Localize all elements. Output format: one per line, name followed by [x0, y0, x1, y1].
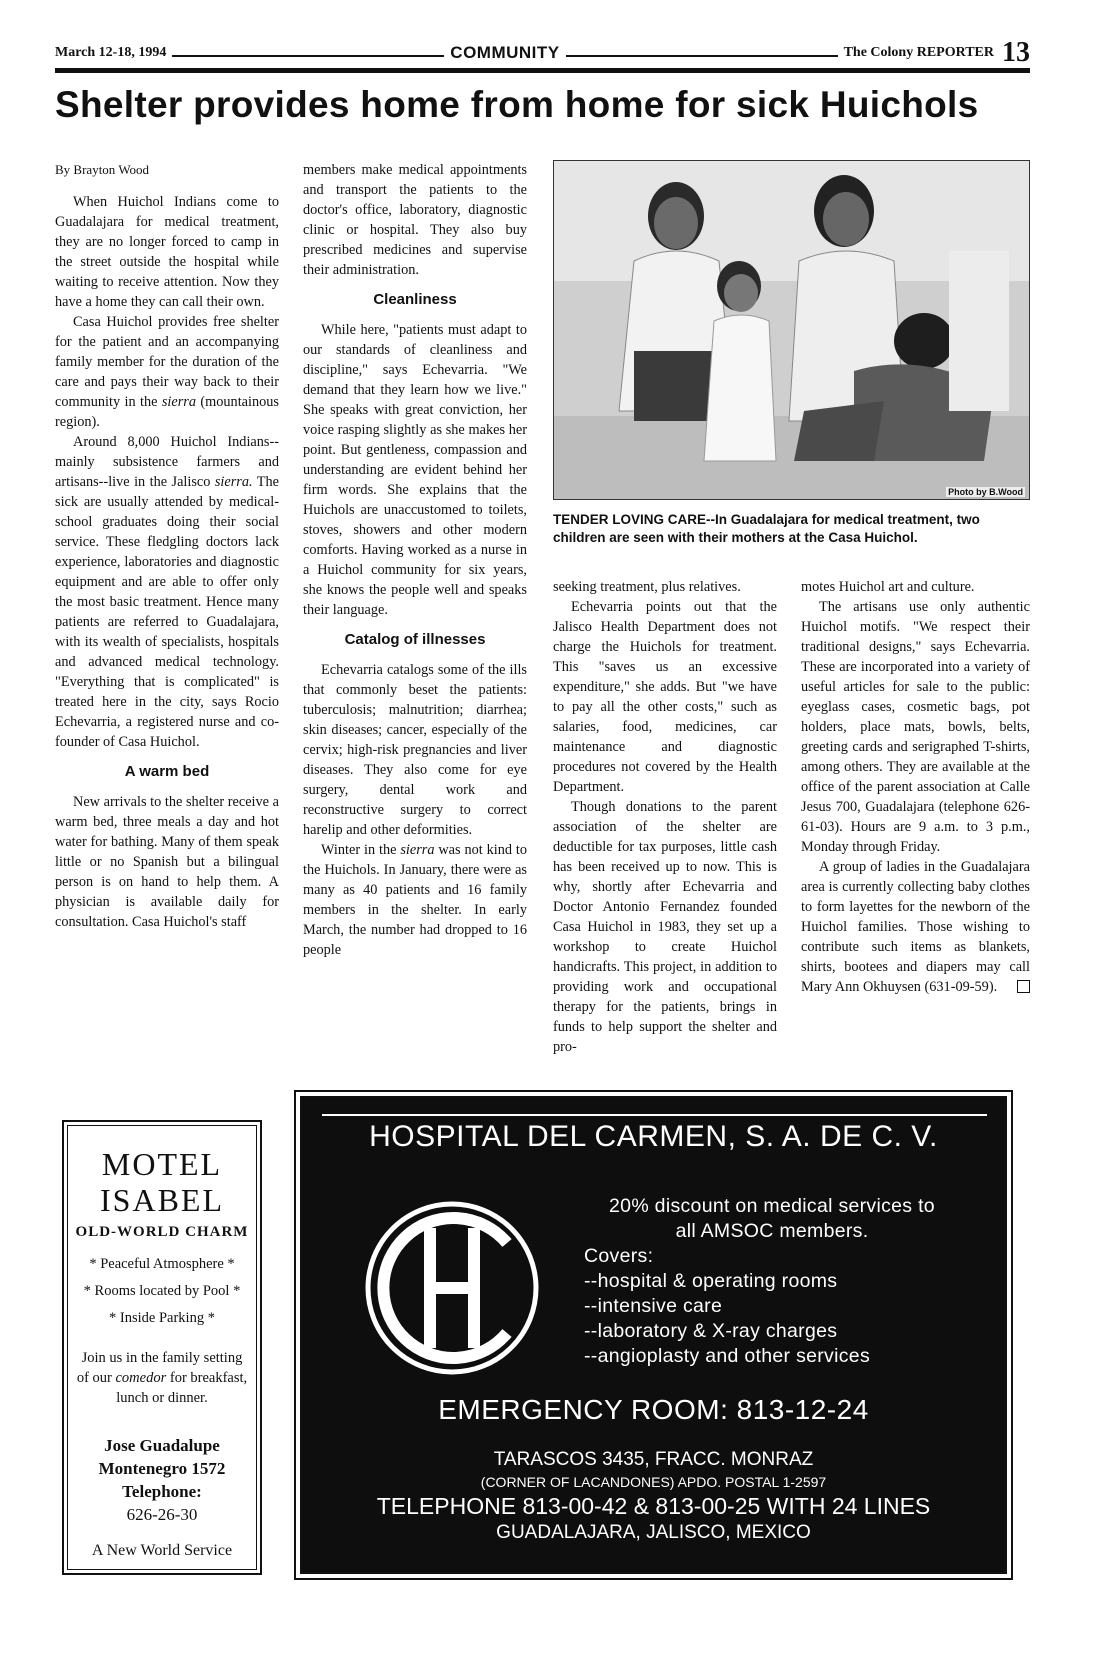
covers-label: Covers:: [584, 1245, 654, 1267]
hospital-name: HOSPITAL DEL CARMEN, S. A. DE C. V.: [369, 1120, 938, 1153]
hospital-address: [302, 1448, 1005, 1545]
paragraph: The artisans use only authentic Huichol motifs. "We respect their traditional designs," says Echevarria. These are incorporated into a variety of useful articles for sale to the public: eyeglass cases, cosmetic bags, pot holders, place mats, bowls, belts, greeting cards and serigraphed T-shirts, among others. They are available at the office of the parent association at Calle Jesus 700, Guadalajara (telephone 626-61-03). Hours are 9 a.m. to 3 p.m., Monday through Friday.: [801, 599, 1030, 855]
covers-item: --laboratory & X-ray charges: [584, 1320, 838, 1342]
discount-line: all AMSOC members.: [675, 1220, 869, 1242]
hospital-offer: [572, 1194, 972, 1369]
paragraph: Casa Huichol provides free shelter for the patient and an accompanying family member for the duration of the care and pays their way back to their community in the sierra (mountainous region).: [55, 314, 279, 430]
paragraph: Though donations to the parent association of the shelter are deductible for tax purposes, little cash has been received up to now. This is why, shortly after Echevarria and Doctor Antonio Fernandez founded Casa Huichol in 1983, they set up a workshop to create Huichol handicrafts. This project, in addition to providing work and occupational therapy for the patients, brings in funds to help support the shelter and pro-: [553, 799, 777, 1055]
paragraph: Echevarria points out that the Jalisco Health Department does not charge the Huichols for treatment. This "saves us an excessive expenditure," she adds. But "we have to pay all the other costs," such as salaries, food, medicines, car maintenance and diagnostic procedures not covered by the Health Department.: [553, 599, 777, 795]
article-headline: Shelter provides home from home for sick Huichols: [55, 84, 979, 125]
header-thick-rule: [55, 68, 1030, 73]
hospital-logo-icon: [362, 1198, 542, 1378]
motel-feature: * Inside Parking *: [109, 1310, 215, 1326]
postal-address: (CORNER OF LACANDONES) APDO. POSTAL 1-2597: [480, 1474, 827, 1490]
covers-list: [584, 1244, 972, 1369]
covers-item: --angioplasty and other services: [584, 1345, 870, 1367]
issue-date: March 12-18, 1994: [55, 45, 167, 60]
motel-tagline: OLD-WORLD CHARM: [75, 1224, 249, 1240]
city-line: GUADALAJARA, JALISCO, MEXICO: [496, 1522, 811, 1543]
paragraph: Around 8,000 Huichol Indians--mainly subsistence farmers and artisans--live in the Jalisco sierra. The sick are usually attended by medical-school graduates doing their social service. These fledgling doctors lack experience, laboratories and diagnostic equipment and are able to offer only the most basic treatment. Hence many patients are referred to Guadalajara, with its wealth of specialists, hospitals and advanced medical technology. "Everything that is complicated" is treated here in the city, says Rocio Echevarria, a registered nurse and co-founder of Casa Huichol.: [55, 434, 279, 750]
hospital-del-carmen-ad: [300, 1096, 1007, 1574]
motel-isabel-ad: [62, 1120, 262, 1575]
end-mark-icon: [1017, 980, 1030, 993]
photo-credit: Photo by B.Wood: [948, 487, 1023, 497]
paragraph: When Huichol Indians come to Guadalajara for medical treatment, they are no longer forced to camp in the street outside the hospital while waiting to receive attention. Now they have a home they can call their own.: [55, 194, 279, 310]
discount-line: 20% discount on medical services to: [609, 1195, 935, 1217]
paragraph: Winter in the sierra was not kind to the Huichols. In January, there were as many as 40 patients and 16 family members in the shelter. In early March, the number had dropped to 16 people: [303, 842, 527, 958]
paragraph: A group of ladies in the Guadalajara area is currently collecting baby clothes to form layettes for the newborn of the Huichol families. Those wishing to contribute such items as blankets, shirts, bootees and diapers may call Mary Ann Okhuysen (631-09-59).: [801, 859, 1030, 995]
paragraph: members make medical appointments and transport the patients to the doctor's office, laboratory, diagnostic clinic or hospital. They also buy prescribed medicines and supervise their administration.: [303, 162, 527, 278]
article-column-4: [801, 577, 1030, 997]
motel-ad-border: [67, 1125, 257, 1570]
emergency-room-phone: EMERGENCY ROOM: 813-12-24: [438, 1394, 869, 1425]
motel-address: Jose Guadalupe Montenegro 1572: [98, 1436, 226, 1478]
byline: By Brayton Wood: [55, 162, 150, 177]
header-rule: [172, 55, 444, 57]
motel-feature: * Peaceful Atmosphere *: [89, 1256, 235, 1272]
photo-caption: TENDER LOVING CARE--In Guadalajara for medical treatment, two children are seen with their mothers at the Casa Huichol.: [553, 512, 980, 545]
paragraph: While here, "patients must adapt to our standards of cleanliness and discipline," says Echevarria. "We demand that they learn how we live." She speaks with great conviction, her voice rasping slightly as she makes her point. But gentleness, compassion and understanding are evident behind her firm words. She explains that the Huichols are unaccustomed to toilets, stoves, showers and other modern comforts. Having worked as a nurse in a Huichol community for six years, she knows the people well and speaks their language.: [303, 322, 527, 618]
newspaper-name: The Colony REPORTER: [843, 45, 994, 60]
motel-slogan: A New World Service: [91, 1542, 233, 1559]
street-address: TARASCOS 3435, FRACC. MONRAZ: [493, 1449, 814, 1470]
motel-features: [68, 1251, 256, 1332]
motel-name-line-2: ISABEL: [100, 1182, 224, 1218]
covers-item: --hospital & operating rooms: [584, 1270, 838, 1292]
header-rule: [566, 55, 838, 57]
page-header: [55, 38, 1030, 68]
paragraph: motes Huichol art and culture.: [801, 579, 975, 595]
motel-name-line-1: MOTEL: [101, 1146, 223, 1182]
subhead-warm-bed: A warm bed: [124, 763, 210, 780]
motel-invitation: Join us in the family setting of our comedor for breakfast, lunch or dinner.: [76, 1350, 248, 1406]
motel-phone: Telephone: 626-26-30: [122, 1482, 202, 1524]
subhead-cleanliness: Cleanliness: [373, 291, 457, 308]
photo-illustration: [554, 161, 1030, 500]
article-column-3: [553, 577, 777, 1057]
section-name: COMMUNITY: [450, 43, 560, 62]
svg-text:HC: HC: [452, 1373, 454, 1374]
article-photo: [553, 160, 1030, 500]
motel-feature: * Rooms located by Pool *: [83, 1283, 241, 1299]
covers-item: --intensive care: [584, 1295, 723, 1317]
paragraph: Echevarria catalogs some of the ills that commonly beset the patients: tuberculosis; malnutrition; diarrhea; skin diseases; cancer, especially of the cervix; high-risk pregnancies and liver diseases. They also come for eye surgery, dental work and reconstructive surgery to correct harelip and other deformities.: [303, 662, 527, 838]
article-column-1: [55, 160, 279, 932]
telephone-lines: TELEPHONE 813-00-42 & 813-00-25 WITH 24 LINES: [376, 1493, 931, 1519]
hospital-ad-rule: [322, 1114, 987, 1116]
paragraph: New arrivals to the shelter receive a warm bed, three meals a day and hot water for bathing. Many of them speak little or no Spanish but a bilingual person is on hand to help them. A physician is available daily for consultation. Casa Huichol's staff: [55, 794, 279, 930]
subhead-catalog: Catalog of illnesses: [344, 631, 486, 648]
page-number: 13: [1002, 37, 1030, 68]
paragraph: seeking treatment, plus relatives.: [553, 579, 741, 595]
article-column-2: [303, 160, 527, 960]
